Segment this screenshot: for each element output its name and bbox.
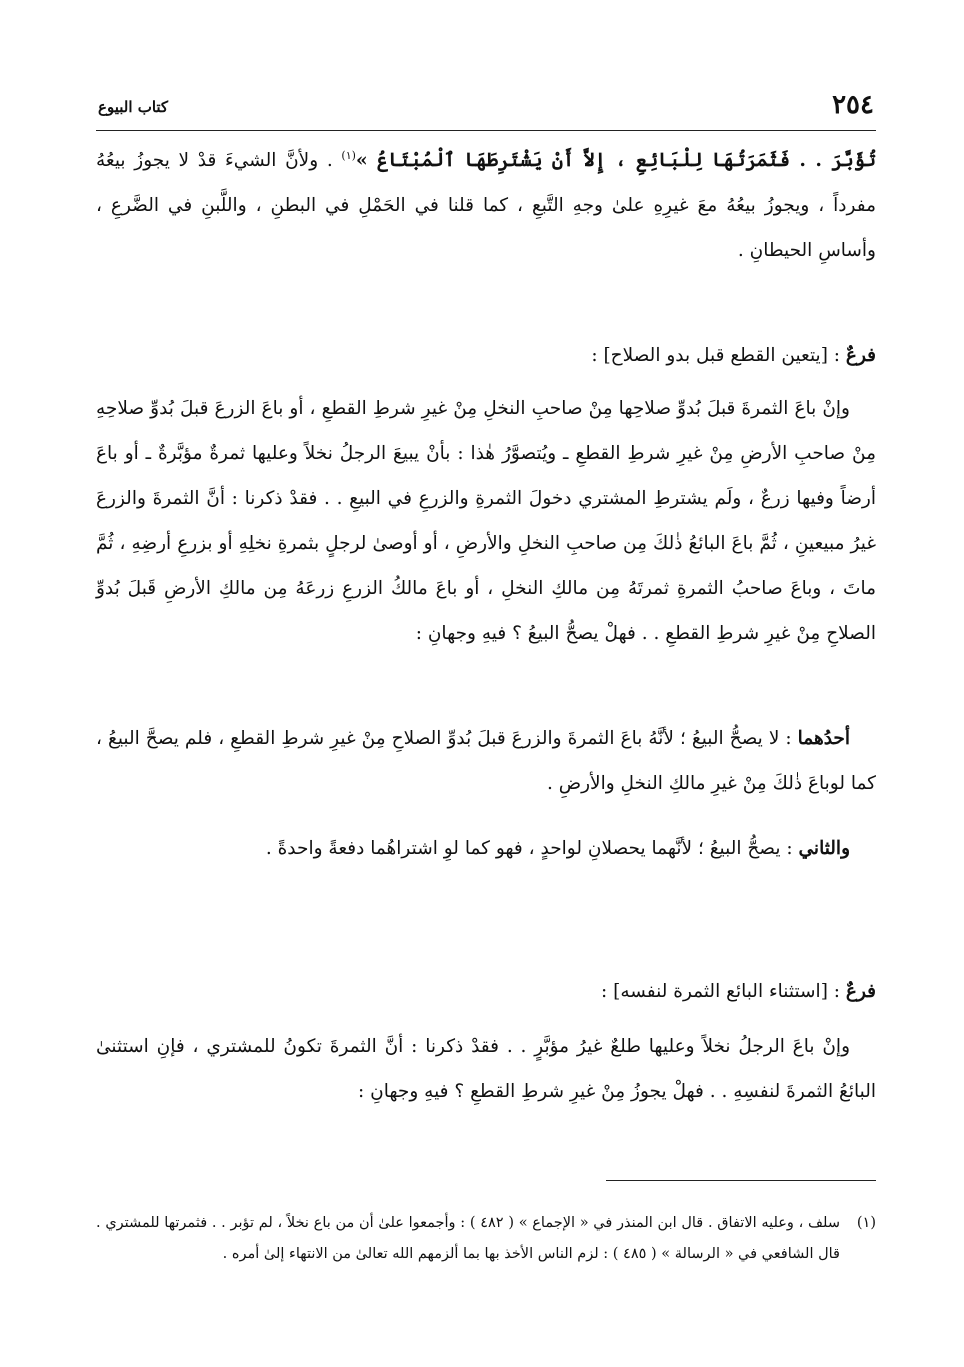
paragraph-text: : يصحُّ البيعُ ؛ لأنَّهما يحصلانِ لواحدٍ ، فهو كما لوِ اشتراهُما دفعةً واحدةً . <box>265 838 799 859</box>
running-title: كتاب البيوع <box>98 98 169 116</box>
footnote <box>96 1208 876 1270</box>
page-header <box>96 88 876 131</box>
section-heading <box>96 972 876 1012</box>
paragraph-sale-before-ripeness: وإنْ باعَ الثمرةَ قبلَ بُدوِّ صلاحِها مِنْ صاحبِ النخلِ مِنْ غيرِ شرطِ القطعِ ، أو باعَ الزرعَ قبلَ بُدوِّ صلاحِهِ مِنْ صاحبِ الأرضِ مِنْ غيرِ شرطِ القطعِ ـ ويُتصوَّرُ هٰذا : بأنْ يبيعَ الرجلُ نخلاً وعليها ثمرةٌ مؤبَّرةٌ ـ أو باعَ أرضاً وفيها زرعٌ ، ولَم يشترطِ المشتري دخولَ الثمرةِ والزرعِ في البيعِ . . فقدْ ذكرنا : أنَّ الثمرةَ والزرعَ غيرُ مبيعينِ ، ثُمَّ باعَ البائعُ ذٰلكَ مِن صاحبِ النخلِ والأرضِ ، أو أوصىٰ لرجلٍ بثمرةِ نخلِهِ أو بزرعِ أرضِهِ ، ثُمَّ ماتَ ، وباعَ صاحبُ الثمرةِ ثمرتَهُ مِن مالكِ النخلِ ، أو باعَ مالكُ الزرعِ زرعَهُ مِن مالكِ الأرضِ قَبلَ بُدوِّ الصلاحِ مِنْ غيرِ شرطِ القطعِ . . فهلْ يصحُّ البيعُ ؟ فيهِ وجهانِ : <box>96 398 876 644</box>
page-number: ٢٥٤ <box>832 90 874 120</box>
section-heading <box>96 336 876 376</box>
hadith-quote: تُؤَبَّرَ . . فَثَمَرَتُهَا لِلْبَائِعِ ، إِلاَّ أَنْ يَشْتَرِطَهَا ٱلْمُبْتَاعُ » <box>355 149 876 171</box>
paragraph-second-view <box>96 826 876 871</box>
paragraph-exception-of-fruit: وإنْ باعَ الرجلُ نخلاً وعليها طلعٌ غيرُ مؤبَّرٍ . . فقدْ ذكرنا : أنَّ الثمرةَ تكونُ للمشتري ، فإنِ استثنىٰ البائعُ الثمرةَ لنفسِهِ . . فهلْ يجوزُ مِنْ غيرِ شرطِ القطعِ ؟ فيهِ وجهانِ : <box>96 1036 876 1102</box>
section-label: فرعٌ <box>845 981 876 1002</box>
view-label: أحدُهما <box>797 728 850 749</box>
section-title: : [استثناء البائع الثمرة لنفسه] : <box>601 981 846 1002</box>
footnote-text: سلف ، وعليه الاتفاق . قال ابن المنذر في « الإجماع » ( ٤٨٢ ) : وأجمعوا علىٰ أن من باع نخلاً ، لم تؤبر . . فثمرتها للمشتري . قال الشافعي في « الرسالة » ( ٤٨٥ ) : لزم الناس الأخذ بها بما ألزمهم الله تعالىٰ من الانتهاء إلىٰ أمره . <box>96 1215 840 1262</box>
section-label: فرعٌ <box>845 345 876 366</box>
paragraph-first-view <box>96 716 876 806</box>
section-title: : [يتعين القطع قبل بدو الصلاح] : <box>591 345 846 366</box>
footnote-divider <box>606 1180 876 1181</box>
paragraph-text: : لا يصحُّ البيعُ ؛ لأنَّهُ باعَ الثمرةَ والزرعَ قبلَ بُدوِّ الصلاحِ مِنْ غيرِ شرطِ القطعِ ، فلم يصحَّ البيعُ ، كما لوباعَ ذٰلكَ مِنْ غيرِ مالكِ النخلِ والأرضِ . <box>96 728 876 794</box>
view-label: والثاني <box>798 838 850 859</box>
footnote-ref: (١) <box>341 148 356 162</box>
paragraph-text: . ولأنَّ الشيءَ قدْ لا يجوزُ بيعُهُ مفرداً ، ويجوزُ بيعُهُ معَ غيرِهِ علىٰ وجهِ التَّبعِ ، كما قلنا في الحَمْلِ في البطنِ ، واللَّبنِ في الضَّرعِ ، وأساسِ الحيطانِ . <box>96 150 876 261</box>
footnote-number: (١) <box>856 1215 876 1231</box>
paragraph-continuation <box>96 138 876 273</box>
